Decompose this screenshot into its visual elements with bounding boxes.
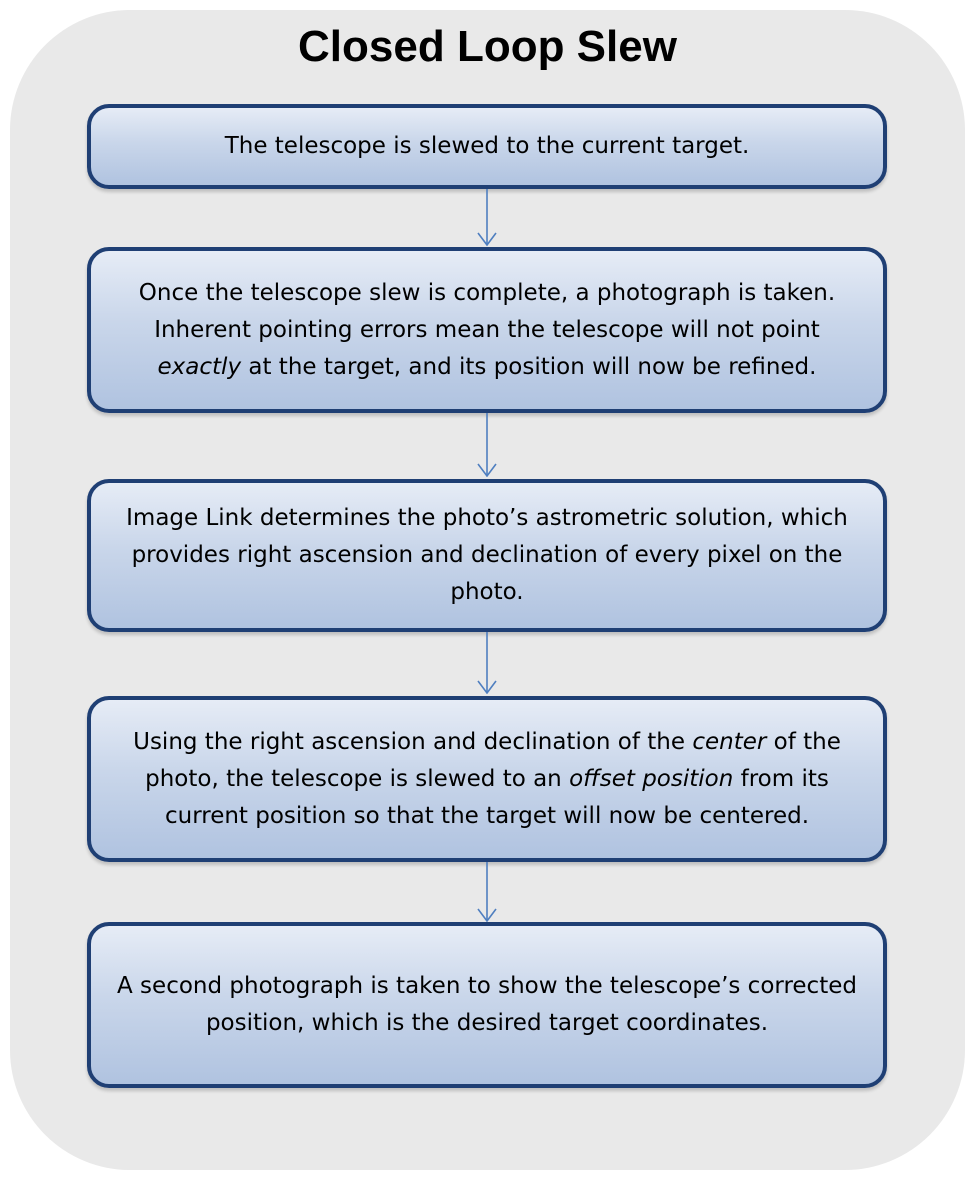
diagram-title: Closed Loop Slew [298, 22, 677, 71]
flow-step-4 [87, 696, 887, 862]
flow-arrow-2 [472, 413, 502, 477]
flow-step-4-part-5: from its current position so that the target will now be centered. [164, 765, 829, 829]
flow-step-4-part-4: offset position [569, 765, 734, 792]
flow-step-4-part-2: center [692, 728, 767, 755]
flow-step-2-part-3: at the target, and its position will now be refined. [241, 353, 817, 380]
flow-arrow-3 [472, 632, 502, 694]
flow-step-3-part-1: Image Link determines the photo’s astrometric solution, which provides right ascension and declination of every pixel on the photo. [126, 505, 848, 605]
flow-step-4-part-3: of the photo, the telescope is slewed to an [145, 728, 841, 792]
flow-arrow-1 [472, 189, 502, 247]
flow-step-2-part-1: Once the telescope slew is complete, a photograph is taken. Inherent pointing errors mean the telescope will not point [138, 279, 836, 343]
flow-arrow-4 [472, 862, 502, 922]
flow-step-4-text [109, 724, 865, 835]
flow-step-1 [87, 104, 887, 189]
flow-step-4-part-1: Using the right ascension and declination of the [133, 728, 693, 755]
flow-step-5-text [109, 968, 865, 1042]
flow-step-2-part-2: exactly [157, 353, 242, 380]
flow-step-1-part-1: The telescope is slewed to the current target. [224, 133, 750, 159]
flow-step-3-text [109, 500, 865, 611]
flow-step-5-part-1: A second photograph is taken to show the telescope’s corrected position, which is the desired target coordinates. [117, 973, 857, 1036]
flow-step-1-text [225, 128, 750, 165]
flow-step-2-text [109, 275, 865, 386]
flow-step-2 [87, 247, 887, 413]
flow-step-5 [87, 922, 887, 1088]
flow-step-3 [87, 479, 887, 632]
